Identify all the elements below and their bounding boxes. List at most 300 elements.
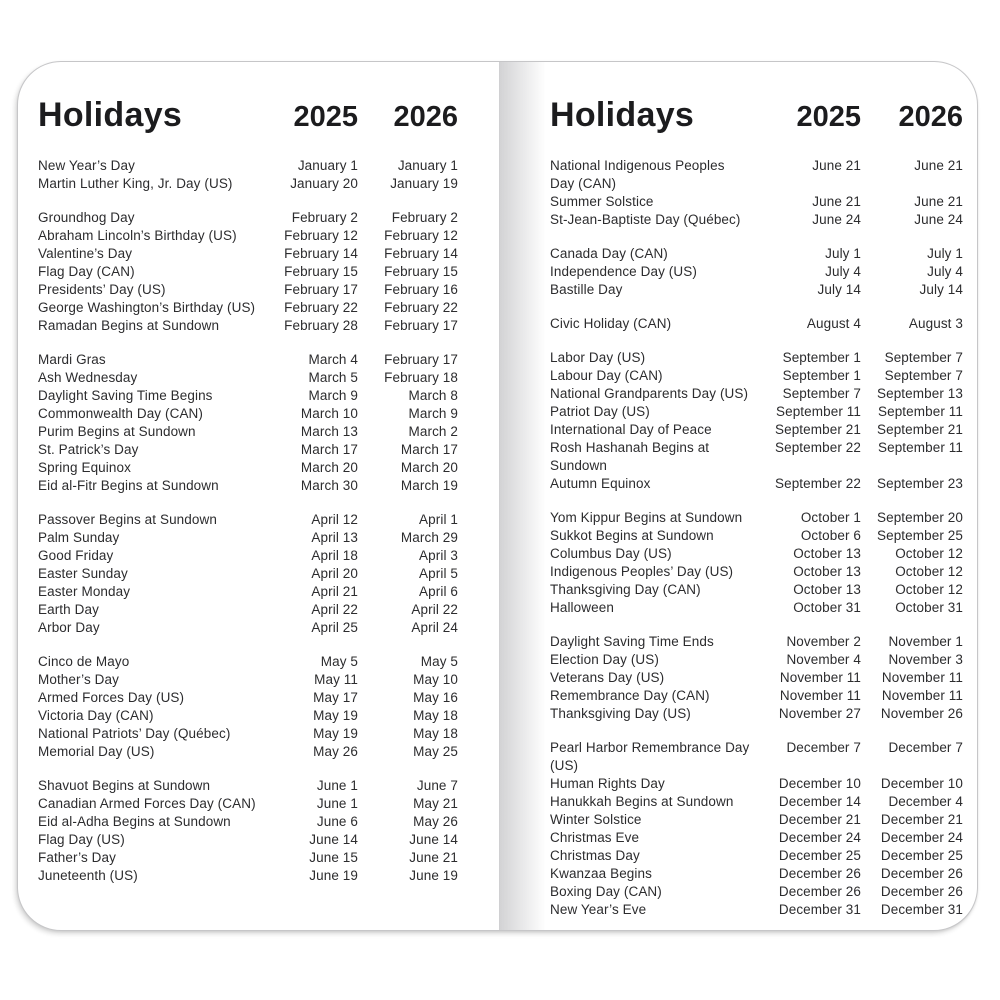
holiday-row [38,795,458,813]
holiday-row [550,581,963,599]
date-2025: October 1 [800,510,861,525]
date-2025: February 2 [291,210,358,225]
date-2025: December 21 [778,812,861,827]
date-2026: June 21 [409,850,458,865]
date-2026: July 4 [927,264,963,279]
holiday-month-group [38,653,458,761]
holiday-name: Yom Kippur Begins at Sundown [550,510,743,525]
holiday-name: Daylight Saving Time Ends [550,634,714,649]
holiday-name: Halloween [550,600,614,615]
holiday-row [550,245,963,263]
holiday-row [550,599,963,617]
holiday-row [550,157,963,193]
date-2025: August 4 [806,316,861,331]
holiday-name: Martin Luther King, Jr. Day (US) [38,176,233,191]
holiday-row [550,865,963,883]
date-2026: December 7 [888,740,963,755]
holiday-row [38,477,458,495]
page-left [18,62,500,930]
holiday-name: Columbus Day (US) [550,546,672,561]
date-2025: June 1 [316,778,358,793]
holiday-name: Mardi Gras [38,352,106,367]
date-2025: December 31 [778,902,861,917]
date-2026: February 16 [384,282,458,297]
date-2025: December 25 [778,848,861,863]
date-2026: July 1 [927,246,963,261]
holiday-row [550,775,963,793]
date-2026: October 31 [895,600,963,615]
date-2026: September 7 [884,368,963,383]
date-2025: April 18 [311,548,358,563]
date-2025: February 22 [284,300,358,315]
date-2026: May 21 [413,796,458,811]
holiday-row [550,385,963,403]
holiday-name: Hanukkah Begins at Sundown [550,794,734,809]
holiday-name: Sukkot Begins at Sundown [550,528,714,543]
holiday-row [550,527,963,545]
date-2026: November 11 [881,688,963,703]
holiday-name: Valentine’s Day [38,246,133,261]
holiday-name: Ramadan Begins at Sundown [38,318,220,333]
holiday-list [38,157,458,885]
date-2026: February 17 [384,352,458,367]
holiday-row [550,829,963,847]
holiday-name: Flag Day (US) [38,832,125,847]
planner-spread [17,61,978,931]
holiday-name: Palm Sunday [38,530,120,545]
holiday-month-group [38,157,458,193]
holiday-name: Earth Day [38,602,99,617]
holiday-name: Patriot Day (US) [550,404,650,419]
holiday-row [550,901,963,919]
date-2025: September 11 [775,404,861,419]
holiday-row [38,583,458,601]
date-2025: October 31 [793,600,861,615]
holiday-name: St-Jean-Baptiste Day (Québec) [550,212,741,227]
holiday-row [550,651,963,669]
date-2025: September 22 [774,440,861,455]
holiday-month-group [550,633,963,723]
date-2026: April 6 [419,584,458,599]
holiday-name: Rosh Hashanah Begins at Sundown [550,440,710,473]
date-2026: November 11 [881,670,963,685]
holiday-month-group [550,315,963,333]
date-2026: July 14 [919,282,963,297]
date-2025: June 21 [812,194,861,209]
page-right [500,62,977,930]
holiday-row [550,403,963,421]
date-2025: May 5 [320,654,358,669]
holiday-name: George Washington’s Birthday (US) [38,300,256,315]
date-2025: October 13 [793,582,861,597]
date-2025: March 13 [300,424,358,439]
date-2025: September 7 [782,386,861,401]
date-2026: September 13 [876,386,963,401]
holiday-row [38,619,458,637]
holiday-name: Thanksgiving Day (US) [550,706,691,721]
holiday-name: Arbor Day [38,620,100,635]
holiday-name: Ash Wednesday [38,370,138,385]
date-2025: March 10 [300,406,358,421]
holiday-row [550,687,963,705]
date-2026: February 12 [384,228,458,243]
holiday-row [38,351,458,369]
date-2025: June 15 [309,850,358,865]
date-2026: September 25 [876,528,963,543]
holiday-row [550,281,963,299]
holiday-name: Thanksgiving Day (CAN) [550,582,701,597]
holiday-name: Juneteenth (US) [38,868,138,883]
holiday-name: Daylight Saving Time Begins [38,388,213,403]
holiday-row [38,423,458,441]
date-2025: September 22 [774,476,861,491]
date-2026: April 5 [419,566,458,581]
holiday-month-group [38,511,458,637]
holiday-name: Good Friday [38,548,114,563]
holiday-name: Memorial Day (US) [38,744,155,759]
date-2026: September 21 [876,422,963,437]
date-2026: March 2 [408,424,458,439]
holiday-name: Shavuot Begins at Sundown [38,778,211,793]
date-2025: April 12 [311,512,358,527]
holiday-name: Independence Day (US) [550,264,697,279]
holiday-name: Eid al-Fitr Begins at Sundown [38,478,219,493]
date-2026: December 24 [880,830,963,845]
year-column-header-2026: 2026 [393,101,458,133]
holiday-row [550,509,963,527]
holiday-row [38,157,458,175]
date-2026: March 17 [400,442,458,457]
holiday-row [550,883,963,901]
date-2026: March 9 [408,406,458,421]
holiday-row [550,263,963,281]
holiday-name: Victoria Day (CAN) [38,708,154,723]
holiday-name: Winter Solstice [550,812,642,827]
date-2025: September 21 [774,422,861,437]
holiday-month-group [550,245,963,299]
holiday-name: Eid al-Adha Begins at Sundown [38,814,231,829]
holiday-name: Election Day (US) [550,652,659,667]
date-2025: March 17 [300,442,358,457]
holiday-name: Spring Equinox [38,460,131,475]
holiday-name: Flag Day (CAN) [38,264,135,279]
holiday-name: Bastille Day [550,282,623,297]
date-2026: August 3 [908,316,963,331]
holiday-row [38,263,458,281]
date-2025: June 21 [812,158,861,173]
holiday-name: Canadian Armed Forces Day (CAN) [38,796,256,811]
date-2025: December 7 [786,740,861,755]
date-2026: October 12 [895,582,963,597]
year-column-header-2026: 2026 [898,101,963,133]
date-2026: February 22 [384,300,458,315]
date-2025: November 11 [779,670,861,685]
date-2025: January 20 [290,176,358,191]
date-2025: April 20 [311,566,358,581]
holiday-row [550,739,963,775]
date-2025: May 17 [313,690,358,705]
holiday-name: Christmas Eve [550,830,640,845]
date-2026: May 25 [413,744,458,759]
holiday-name: Presidents’ Day (US) [38,282,166,297]
holiday-row [38,689,458,707]
holiday-row [38,209,458,227]
holiday-row [550,421,963,439]
date-2026: April 24 [411,620,458,635]
holiday-row [38,831,458,849]
holiday-row [38,405,458,423]
date-2025: October 6 [800,528,861,543]
date-2025: April 21 [311,584,358,599]
holiday-name: Armed Forces Day (US) [38,690,185,705]
holiday-name: Father’s Day [38,850,116,865]
date-2025: July 4 [825,264,861,279]
holiday-row [550,475,963,493]
holiday-row [38,813,458,831]
holiday-name: Labor Day (US) [550,350,646,365]
holiday-row [38,867,458,885]
holiday-name: Mother’s Day [38,672,119,687]
holiday-row [550,439,963,475]
date-2025: April 22 [311,602,358,617]
date-2026: May 26 [413,814,458,829]
date-2025: June 1 [316,796,358,811]
date-2026: October 12 [895,546,963,561]
date-2026: December 26 [880,866,963,881]
date-2025: September 1 [782,350,861,365]
holiday-name: Cinco de Mayo [38,654,130,669]
holiday-row [550,669,963,687]
holiday-row [38,849,458,867]
date-2026: November 3 [888,652,963,667]
date-2026: April 1 [419,512,458,527]
holiday-row [38,369,458,387]
holiday-row [38,743,458,761]
date-2026: January 19 [390,176,458,191]
page-left-header [38,96,458,135]
date-2025: October 13 [793,546,861,561]
date-2026: February 15 [384,264,458,279]
holiday-row [550,211,963,229]
holiday-name: Christmas Day [550,848,640,863]
holiday-row [38,565,458,583]
date-2025: May 26 [313,744,358,759]
holiday-name: New Year’s Eve [550,902,647,917]
holiday-row [550,545,963,563]
date-2025: December 14 [778,794,861,809]
date-2026: May 16 [413,690,458,705]
holiday-row [550,563,963,581]
holiday-row [550,793,963,811]
date-2026: December 21 [880,812,963,827]
date-2026: November 1 [888,634,963,649]
page-title: Holidays [550,96,695,134]
date-2026: June 21 [914,194,963,209]
holiday-row [550,367,963,385]
holiday-name: Autumn Equinox [550,476,651,491]
date-2025: March 9 [308,388,358,403]
date-2026: October 12 [895,564,963,579]
date-2026: June 14 [409,832,458,847]
holiday-row [38,441,458,459]
date-2026: September 23 [876,476,963,491]
holiday-name: Canada Day (CAN) [550,246,668,261]
holiday-row [550,633,963,651]
page-title: Holidays [38,96,183,134]
date-2026: March 8 [408,388,458,403]
date-2025: March 4 [308,352,358,367]
date-2025: April 25 [311,620,358,635]
date-2026: September 20 [876,510,963,525]
date-2026: April 22 [411,602,458,617]
holiday-name: Easter Monday [38,584,131,599]
holiday-row [550,193,963,211]
date-2026: June 19 [409,868,458,883]
date-2026: September 7 [884,350,963,365]
date-2026: May 18 [413,726,458,741]
holiday-row [550,349,963,367]
date-2025: November 2 [786,634,861,649]
holiday-month-group [550,739,963,919]
holiday-name: National Grandparents Day (US) [550,386,749,401]
holiday-name: International Day of Peace [550,422,712,437]
holiday-name: National Patriots’ Day (Québec) [38,726,231,741]
date-2025: May 11 [314,672,358,687]
date-2025: December 26 [778,884,861,899]
date-2025: December 26 [778,866,861,881]
date-2026: May 5 [420,654,458,669]
two-page-spread [18,62,977,930]
date-2026: May 10 [413,672,458,687]
holiday-row [38,175,458,193]
date-2026: February 18 [384,370,458,385]
holiday-row [38,387,458,405]
holiday-month-group [38,351,458,495]
date-2025: July 14 [817,282,861,297]
date-2025: February 17 [284,282,358,297]
date-2026: April 3 [419,548,458,563]
date-2025: October 13 [793,564,861,579]
holiday-name: Passover Begins at Sundown [38,512,217,527]
holiday-month-group [550,509,963,617]
holiday-name: Veterans Day (US) [550,670,665,685]
holiday-row [550,315,963,333]
date-2025: February 12 [284,228,358,243]
holiday-month-group [550,349,963,493]
holiday-name: Boxing Day (CAN) [550,884,662,899]
holiday-row [38,459,458,477]
date-2026: June 7 [416,778,458,793]
date-2025: April 13 [311,530,358,545]
date-2025: November 4 [786,652,861,667]
holiday-list [550,157,963,919]
date-2025: February 15 [284,264,358,279]
date-2026: December 26 [880,884,963,899]
holiday-name: St. Patrick’s Day [38,442,139,457]
holiday-name: Kwanzaa Begins [550,866,652,881]
holiday-row [38,529,458,547]
holiday-name: Civic Holiday (CAN) [550,316,672,331]
date-2025: June 24 [812,212,861,227]
holiday-row [550,705,963,723]
date-2026: December 25 [880,848,963,863]
date-2025: December 24 [778,830,861,845]
holiday-row [38,601,458,619]
holiday-month-group [38,777,458,885]
holiday-row [38,245,458,263]
date-2025: May 19 [313,726,358,741]
date-2025: July 1 [825,246,861,261]
date-2026: March 29 [400,530,458,545]
holiday-row [38,547,458,565]
date-2025: January 1 [297,158,358,173]
date-2026: March 19 [400,478,458,493]
date-2025: March 20 [300,460,358,475]
date-2026: February 17 [384,318,458,333]
holiday-name: Abraham Lincoln’s Birthday (US) [38,228,237,243]
holiday-name: Labour Day (CAN) [550,368,663,383]
holiday-row [38,671,458,689]
date-2026: January 1 [397,158,458,173]
holiday-name: Indigenous Peoples’ Day (US) [550,564,734,579]
holiday-month-group [550,157,963,229]
date-2025: September 1 [782,368,861,383]
holiday-row [550,811,963,829]
date-2026: February 14 [384,246,458,261]
date-2026: November 26 [880,706,963,721]
date-2025: May 19 [313,708,358,723]
holiday-name: Commonwealth Day (CAN) [38,406,203,421]
holiday-name: Human Rights Day [550,776,665,791]
holiday-row [38,653,458,671]
date-2026: September 11 [877,404,963,419]
holiday-row [38,299,458,317]
year-column-header-2025: 2025 [293,101,358,133]
holiday-row [38,707,458,725]
date-2026: May 18 [413,708,458,723]
date-2025: February 28 [284,318,358,333]
date-2026: June 21 [914,158,963,173]
holiday-name: Groundhog Day [38,210,135,225]
holiday-name: Easter Sunday [38,566,128,581]
date-2025: June 6 [316,814,358,829]
date-2026: September 11 [877,440,963,455]
date-2026: December 4 [888,794,963,809]
date-2025: March 5 [308,370,358,385]
date-2026: December 31 [880,902,963,917]
date-2026: March 20 [400,460,458,475]
date-2026: December 10 [880,776,963,791]
date-2026: February 2 [391,210,458,225]
date-2025: February 14 [284,246,358,261]
holiday-row [38,725,458,743]
holiday-name: New Year’s Day [38,158,135,173]
holiday-name: Summer Solstice [550,194,654,209]
holiday-name: Purim Begins at Sundown [38,424,196,439]
page-right-header [550,96,963,135]
date-2026: June 24 [914,212,963,227]
holiday-row [550,847,963,865]
holiday-row [38,317,458,335]
holiday-name: Pearl Harbor Remembrance Day (US) [550,740,750,773]
year-column-header-2025: 2025 [796,101,861,133]
date-2025: November 27 [778,706,861,721]
holiday-row [38,511,458,529]
holiday-row [38,281,458,299]
date-2025: December 10 [778,776,861,791]
date-2025: November 11 [779,688,861,703]
holiday-name: Remembrance Day (CAN) [550,688,710,703]
